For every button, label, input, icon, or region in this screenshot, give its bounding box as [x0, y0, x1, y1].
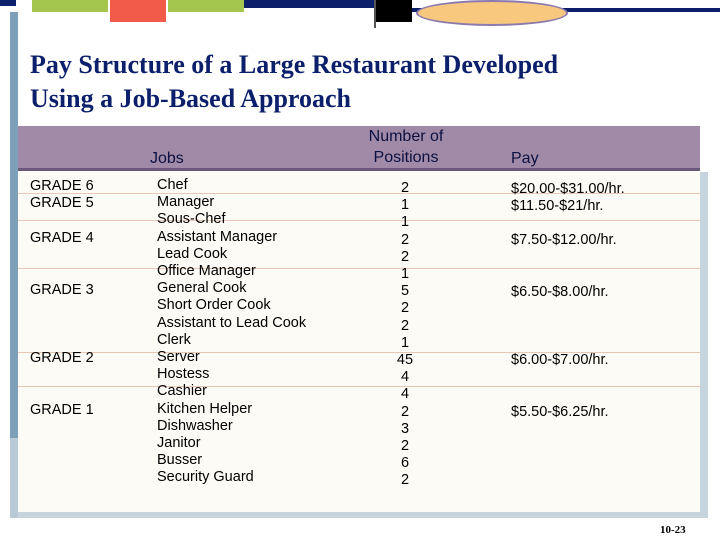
job-title: Chef — [157, 177, 188, 193]
header-line: Number of — [368, 128, 444, 145]
frame-right-shadow — [700, 172, 708, 518]
frame-left-bar — [10, 12, 18, 438]
decor-block — [0, 0, 16, 6]
grade-label: GRADE 1 — [30, 402, 94, 418]
decor-block — [168, 0, 244, 12]
position-count: 1 — [400, 214, 410, 231]
position-count: 2 — [400, 180, 410, 196]
grade-label: GRADE 4 — [30, 230, 94, 246]
job-title: Dishwasher — [157, 417, 233, 434]
job-title: Cashier — [157, 383, 207, 400]
position-count: 3 — [400, 420, 410, 437]
pay-range: $20.00-$31.00/hr. — [511, 181, 625, 197]
pay-range: $11.50-$21/hr. — [511, 198, 604, 214]
job-title: Clerk — [157, 331, 191, 348]
position-count: 2 — [400, 317, 410, 334]
position-count: 4 — [400, 369, 410, 386]
position-count: 5 — [400, 283, 410, 300]
job-title: Sous-Chef — [157, 211, 226, 228]
header-number-of-positions — [340, 126, 472, 168]
decorative-top-strip — [0, 0, 720, 26]
decor-block — [32, 0, 108, 12]
table-body — [18, 171, 700, 512]
slide-title — [30, 48, 690, 116]
row-divider — [18, 268, 700, 269]
job-title: Server — [157, 349, 200, 365]
grade-label: GRADE 3 — [30, 282, 94, 298]
decor-block — [244, 0, 374, 8]
job-title: Office Manager — [157, 263, 256, 279]
header-line: Positions — [373, 149, 439, 166]
pay-range: $7.50-$12.00/hr. — [511, 232, 617, 248]
position-count: 2 — [400, 472, 410, 489]
job-title: Lead Cook — [157, 245, 228, 262]
position-count: 1 — [400, 334, 410, 351]
title-line: Pay Structure of a Large Restaurant Developed — [30, 50, 559, 79]
job-title: Manager — [157, 194, 215, 211]
position-count: 4 — [400, 386, 410, 403]
page-number: 10-23 — [660, 524, 686, 536]
grade-label: GRADE 6 — [30, 178, 94, 194]
decor-block — [376, 0, 412, 22]
position-count: 2 — [400, 438, 410, 454]
decor-oval — [416, 0, 568, 26]
position-count: 2 — [400, 231, 410, 248]
header-pay: Pay — [511, 150, 539, 167]
job-title: Busser — [157, 452, 203, 469]
position-count: 2 — [400, 248, 410, 265]
decor-block — [110, 0, 166, 22]
job-title: General Cook — [157, 280, 247, 297]
pay-range: $6.00-$7.00/hr. — [511, 352, 609, 368]
header-jobs: Jobs — [150, 150, 184, 167]
row-divider — [18, 220, 700, 221]
position-count: 6 — [400, 455, 410, 472]
job-title: Security Guard — [157, 469, 254, 486]
frame-left-bar-lower — [10, 438, 18, 518]
position-count: 2 — [400, 300, 410, 317]
job-title: Assistant Manager — [157, 228, 278, 245]
header-divider — [18, 168, 700, 171]
job-title: Assistant to Lead Cook — [157, 314, 307, 331]
job-title: Kitchen Helper — [157, 400, 253, 417]
position-count: 1 — [400, 197, 410, 214]
pay-range: $5.50-$6.25/hr. — [511, 404, 609, 420]
pay-range: $6.50-$8.00/hr. — [511, 284, 609, 300]
position-count: 45 — [396, 352, 414, 368]
grade-label: GRADE 2 — [30, 350, 94, 366]
job-title: Janitor — [157, 435, 201, 451]
position-count: 2 — [400, 403, 410, 420]
row-divider — [18, 386, 700, 387]
frame-bottom-shadow — [18, 512, 708, 518]
grade-label: GRADE 5 — [30, 195, 94, 211]
decor-divider — [374, 0, 376, 28]
job-title: Short Order Cook — [157, 297, 271, 314]
title-line: Using a Job-Based Approach — [30, 84, 351, 113]
position-count: 1 — [400, 266, 410, 282]
job-title: Hostess — [157, 366, 210, 383]
